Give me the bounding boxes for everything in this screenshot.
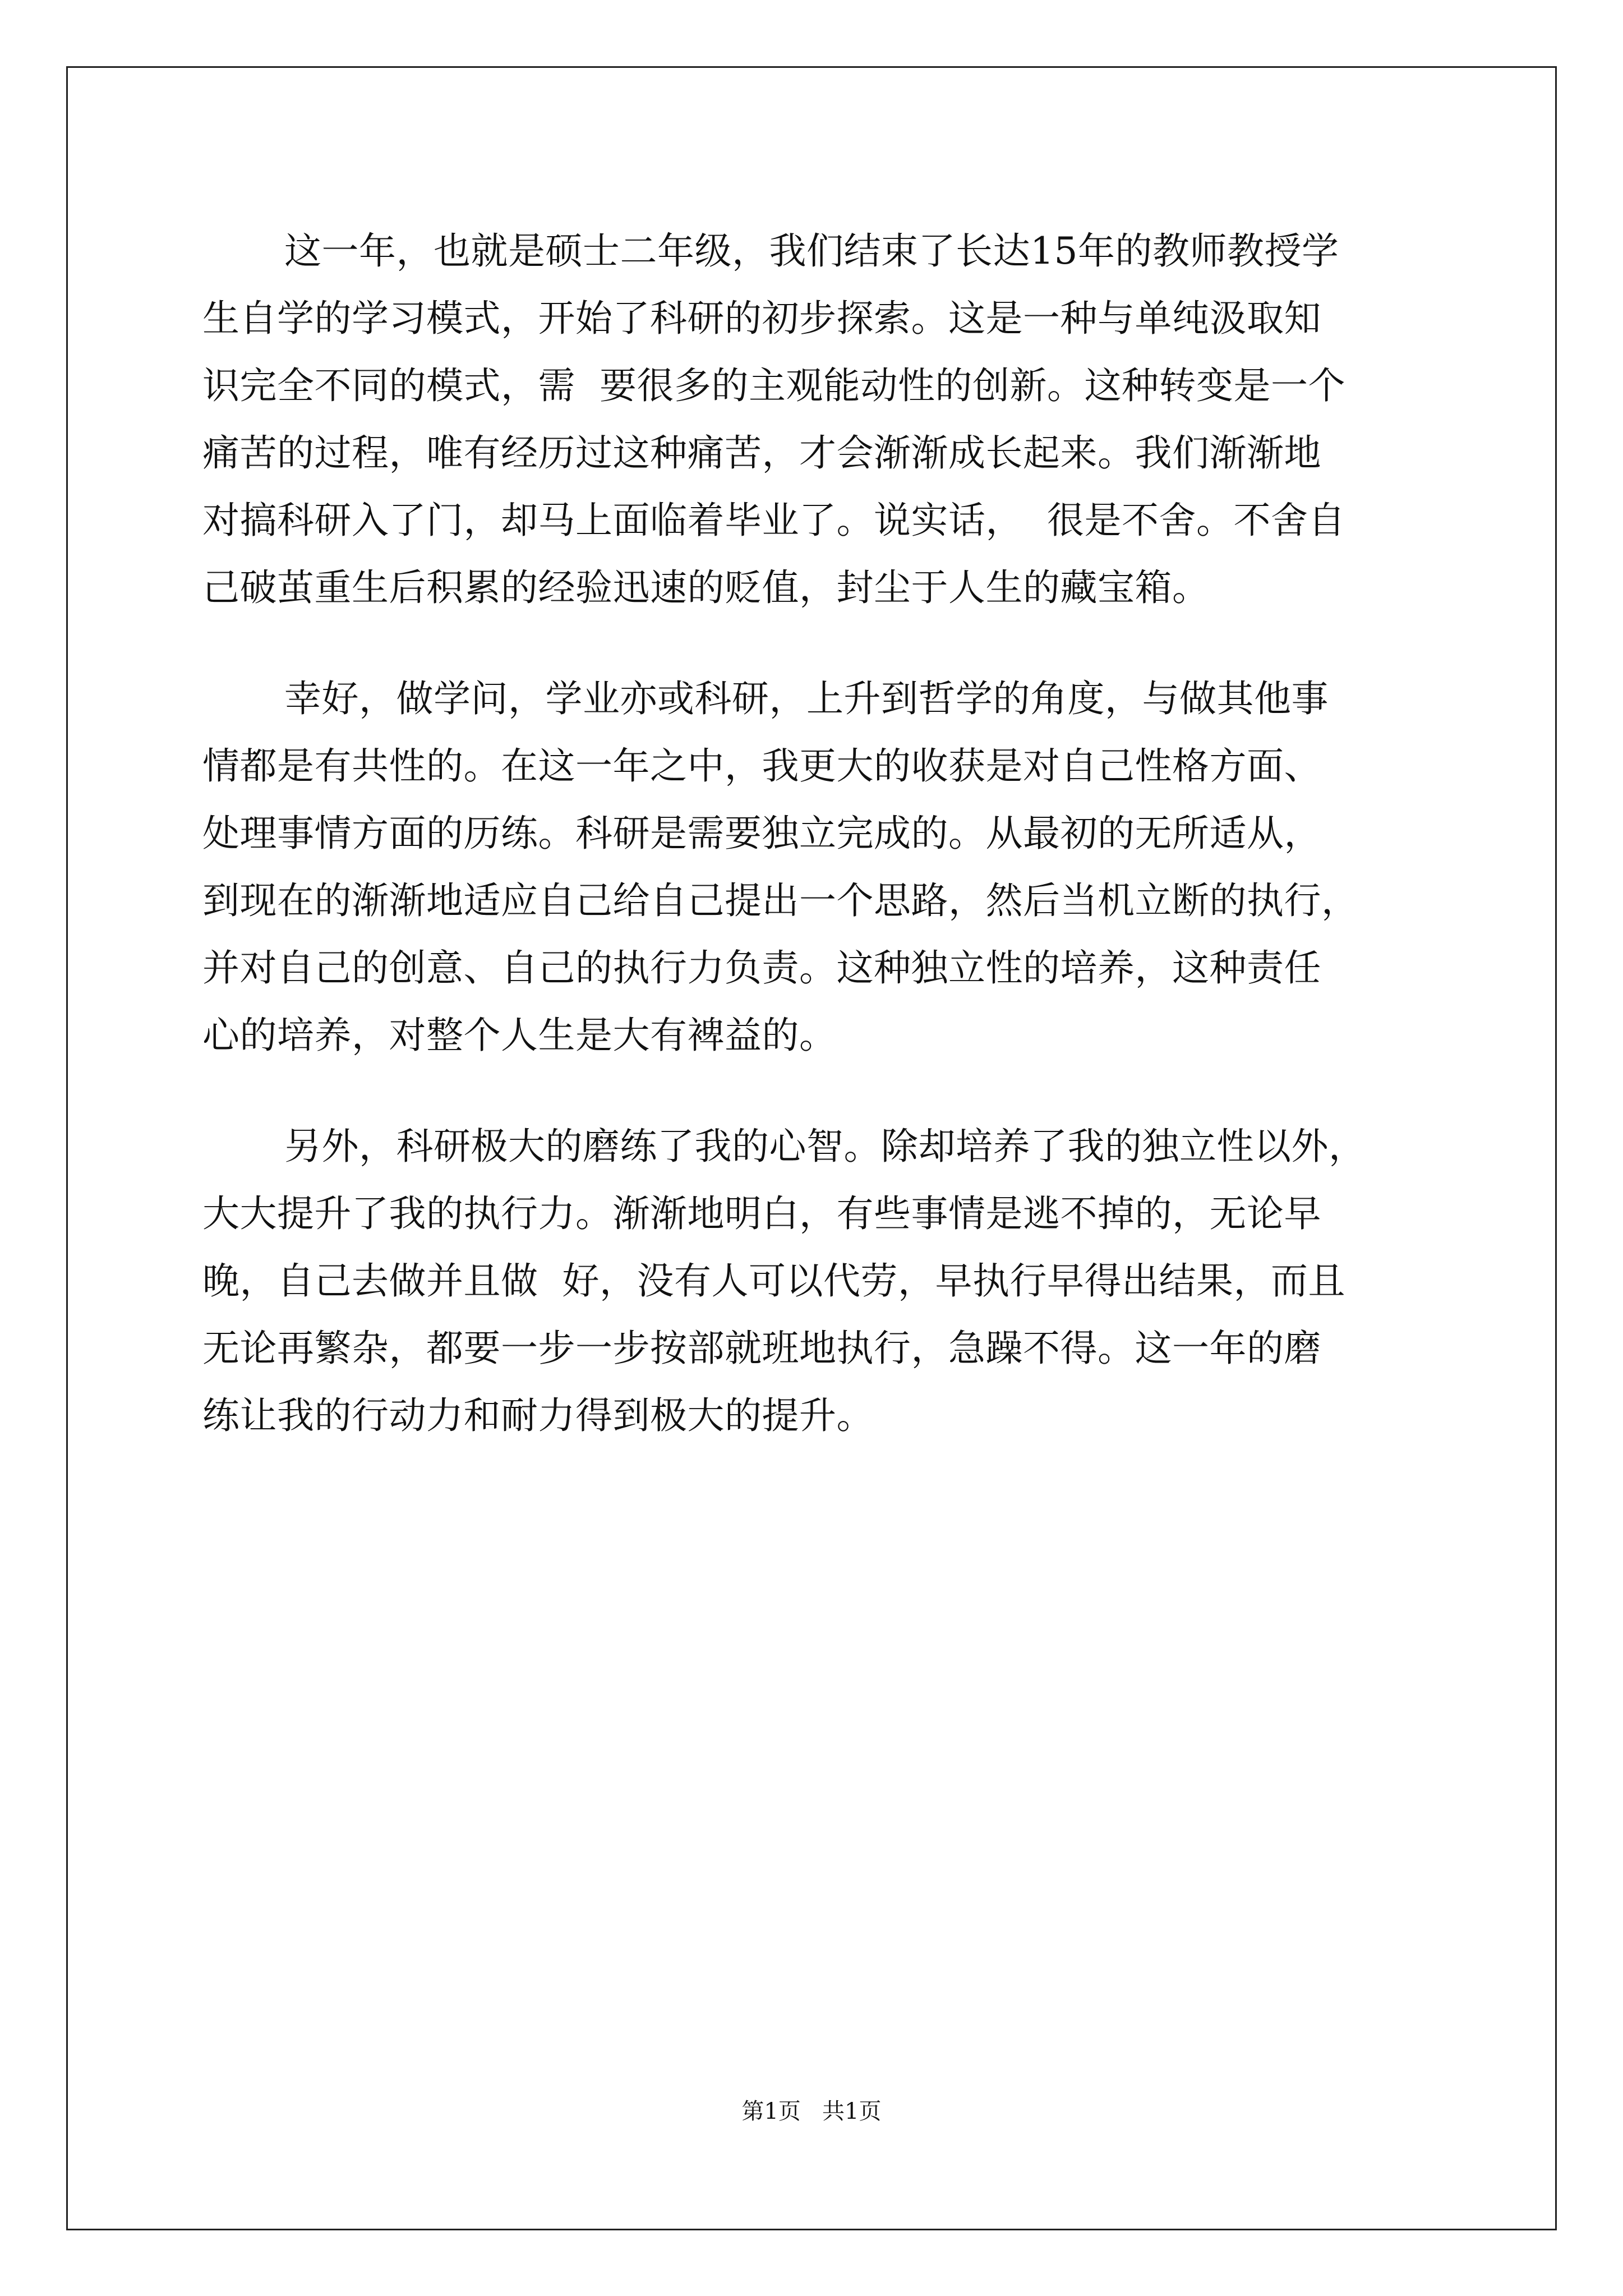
document-body [202, 218, 1425, 1493]
text-line: 痛苦的过程，唯有经历过这种痛苦，才会渐渐成长起来。我们渐渐地 [202, 431, 1321, 475]
paragraph-1 [202, 218, 1425, 622]
text-line: 幸好，做学问，学业亦或科研，上升到哲学的角度，与做其他事 [284, 677, 1329, 720]
paragraph-2 [202, 665, 1425, 1069]
text-line: 到现在的渐渐地适应自己给自己提出一个思路，然后当机立断的执行， [202, 879, 1359, 922]
text-line: 另外，科研极大的磨练了我的心智。除却培养了我的独立性以外， [284, 1125, 1366, 1168]
page-footer: 第1页 共1页 [741, 2099, 882, 2124]
text-line: 识完全不同的模式，需 要很多的主观能动性的创新。这种转变是一个 [202, 364, 1345, 407]
text-line: 无论再繁杂，都要一步一步按部就班地执行，急躁不得。这一年的磨 [202, 1327, 1321, 1370]
text-line: 这一年，也就是硕士二年级，我们结束了长达15年的教师教授学 [284, 229, 1339, 273]
text-line: 对搞科研入了门，却马上面临着毕业了。说实话， 很是不舍。不舍自 [202, 499, 1345, 542]
text-line: 心的培养，对整个人生是大有裨益的。 [202, 1014, 837, 1057]
text-line: 情都是有共性的。在这一年之中，我更大的收获是对自己性格方面、 [202, 744, 1321, 788]
paragraph-3 [202, 1113, 1425, 1450]
text-line: 晚，自己去做并且做 好，没有人可以代劳，早执行早得出结果，而且 [202, 1259, 1345, 1303]
text-line: 并对自己的创意、自己的执行力负责。这种独立性的培养，这种责任 [202, 946, 1321, 990]
text-line: 处理事情方面的历练。科研是需要独立完成的。从最初的无所适从， [202, 812, 1321, 855]
text-line: 大大提升了我的执行力。渐渐地明白，有些事情是逃不掉的，无论早 [202, 1192, 1321, 1235]
text-line: 生自学的学习模式，开始了科研的初步探索。这是一种与单纯汲取知 [202, 297, 1321, 340]
text-line: 练让我的行动力和耐力得到极大的提升。 [202, 1394, 874, 1437]
text-line: 己破茧重生后积累的经验迅速的贬值，封尘于人生的藏宝箱。 [202, 566, 1210, 609]
